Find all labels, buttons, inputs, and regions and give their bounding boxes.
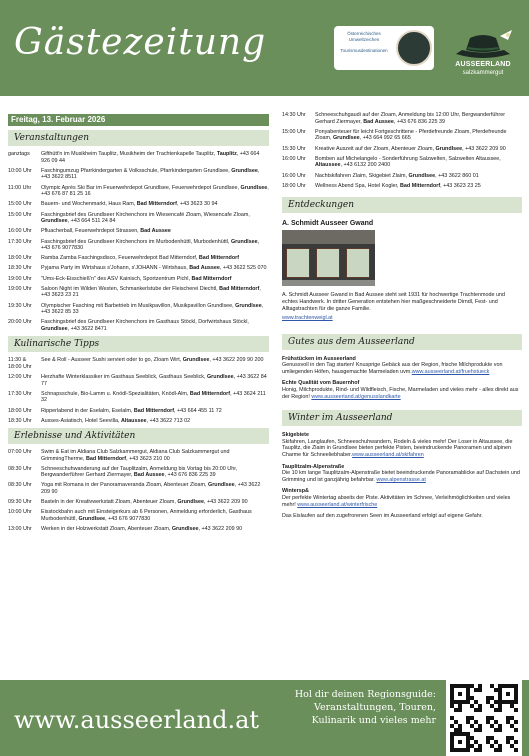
event-time: 18:00 Uhr [8, 407, 32, 414]
event-text: Yoga mit Romana in der Panoramaveranda Zloam, Abenteuer Zloam, [41, 482, 209, 489]
event-location: Grundlsee [206, 373, 234, 380]
event-time: 18:30 Uhr [8, 265, 32, 272]
info-paragraph [282, 513, 522, 520]
event-text: Kreative Auszeit auf der Zloam, Abenteuer Zloam, [315, 145, 436, 152]
event-description [41, 151, 269, 164]
event-text: Saloon Night im Wilden Westen, Schmankerlstube der Fleischerei Diechtl, [41, 285, 220, 292]
event-description [315, 156, 522, 169]
discovery-heading: A. Schmidt Ausseer Gwand [282, 220, 374, 228]
event-row [282, 183, 522, 190]
event-text: Schnapsschule, Bio-Lamm u. Knödl-Spezialitäten, Knödl-Alm, [41, 390, 190, 397]
event-contact: , +43 3623 23 25 [440, 182, 481, 189]
event-description [315, 129, 522, 142]
event-time: 11:00 Uhr [8, 184, 32, 191]
event-location: Altaussee [315, 162, 341, 169]
event-text: Schneeschuhgaudi auf der Zloam, Anmeldung bis 12:00 Uhr, Bergwanderführer Gerhard Ziermayer, [315, 112, 505, 125]
event-row [8, 357, 269, 370]
event-row [282, 129, 522, 142]
info-heading: Wintersp& [282, 488, 309, 495]
info-text: Genussvoll in den Tag starten! Knusprige Gebäck aus der Region, frische Milchprodukte von umliegenden Höfen, hausgemachte Marmeladen uvm. [282, 362, 503, 375]
info-link[interactable]: www.ausseerland.at/genusslandkarte [311, 393, 401, 400]
event-contact: , +43 676 836 225 39 [393, 118, 446, 125]
right-column [282, 112, 522, 525]
event-contact: , +43 3622 85 33 [41, 302, 264, 316]
event-location: Bad Aussee [363, 118, 394, 125]
event-location: Grundlsee [208, 482, 235, 489]
event-text: Herzhafte Winterklassiker im Gasthaus Seeblick, Gasthaus Seeblick, [41, 373, 207, 380]
event-row [282, 156, 522, 169]
event-description [41, 509, 269, 522]
event-row [8, 168, 269, 181]
event-text: Gifthütt'n im Musikheim Tauplitz, Musikheim der Trachtenkapelle Tauplitz, [41, 151, 217, 157]
event-time: 08:30 Uhr [8, 465, 32, 472]
culinary-list [8, 357, 269, 424]
event-time: 16:00 Uhr [282, 172, 306, 179]
info-paragraph [282, 464, 522, 484]
event-description [41, 255, 269, 262]
discovery-text: A. Schmidt Ausseer Gwand in Bad Aussee steht seit 1931 für hochwertige Trachtenmode und echtes Handwerk. In dritter Generation entstehen hier maßgeschneiderte Dirndl, Fest- und Alltagstrachten für die ganze Familie. [282, 292, 505, 312]
event-description [41, 201, 269, 208]
event-row [8, 228, 269, 235]
event-row [8, 374, 269, 387]
event-description [41, 499, 269, 506]
event-contact: , +43 664 992 65 665 [359, 135, 411, 142]
event-location: Grundlsee [41, 326, 68, 332]
event-description [41, 212, 269, 225]
eco-label-badge [334, 26, 434, 70]
event-location: Altaussee [121, 417, 147, 424]
event-location: Tauplitz [216, 151, 237, 157]
event-contact: , +43 664 511 24 84 [67, 218, 116, 225]
event-description [41, 526, 269, 533]
event-time: 17:30 Uhr [8, 238, 32, 245]
event-contact: , +43 3622 860 01 [435, 172, 479, 179]
event-location: Grundlsee [408, 172, 436, 179]
event-description [315, 173, 522, 180]
info-link[interactable]: www.ausseerland.at/fruehstueck [411, 368, 490, 375]
event-contact: , +43 6132 200 2400 [340, 162, 391, 169]
date-heading: Freitag, 13. Februar 2026 [8, 114, 269, 126]
event-text: Ponyabenteuer für leicht Fortgeschrittene - Pferdefreunde Zloam, Pferdefreunde Zloam, [315, 128, 507, 142]
section-title-culinary: Kulinarische Tipps [8, 336, 269, 352]
event-row [8, 408, 269, 415]
event-row [8, 319, 269, 332]
section-title-goods: Gutes aus dem Ausseerland [282, 334, 522, 350]
event-time: 14:30 Uhr [282, 112, 306, 118]
event-contact: , +43 3622 525 070 [219, 265, 267, 272]
event-time: 18:00 Uhr [8, 255, 32, 262]
event-row [8, 418, 269, 425]
event-description [41, 408, 269, 415]
event-description [41, 449, 269, 462]
event-row [8, 276, 269, 283]
info-text: Die 10 km lange Tauplitzalm-Alpenstraße bietet beeindruckende Panoramablicke auf Dachstein und Grimming und ist ganzjährig befahrbar. [282, 470, 520, 483]
event-text: Basteln in der Kreativwerkstatt Zloam, Abenteuer Zloam, [41, 499, 178, 506]
info-link[interactable]: www.ausseerland.at/skifahren [352, 452, 424, 459]
event-contact: , +43 3622 209 90 200 [209, 357, 264, 364]
section-title-events: Veranstaltungen [8, 130, 269, 146]
info-heading: Skigebiete [282, 432, 309, 439]
event-row [8, 286, 269, 299]
activities-list [8, 449, 269, 533]
info-text: Skifahren, Langlaufen, Schneeschuhwandern, Rodeln & vieles mehr! Der Loser in Altaussee, die Tauplitz, die Zlaim in Grundlsee bieten perfekte Pisten, beeindruckende Panoramen und alpinen Charme für Schneeliebhaber. [282, 438, 513, 459]
event-contact: , +43 3622 209 90 [41, 482, 261, 496]
shop-photo [282, 230, 375, 286]
footer-website-link[interactable]: www.ausseerland.at [14, 706, 260, 734]
event-contact: , +43 3622 209 90 [462, 145, 506, 152]
event-description [41, 303, 269, 316]
event-text: Faschingsbrief des Grundlseer Kirchenchors im Wiesencafé Zloam, Wiesencafe Zloam, [41, 211, 250, 218]
event-location: Grundlsee [435, 145, 463, 152]
footer-guide-text: Hol dir deinen Regionsguide: Veranstaltungen, Touren, Kulinarik und vieles mehr [294, 689, 436, 726]
event-time: 11:30 & 18:00 Uhr [8, 357, 32, 370]
event-time: 16:00 Uhr [282, 155, 306, 162]
event-description [41, 418, 269, 425]
event-text: Pyjama Party im Wirtshaus s'Johann, s'JOHANN - Wirtshaus, [41, 265, 190, 272]
event-time: 19:00 Uhr [8, 285, 32, 292]
event-contact: , +43 3623 23 21 [41, 285, 261, 299]
event-row [8, 391, 269, 404]
event-contact: , +43 3622 209 90 [198, 526, 243, 533]
event-location: Bad Mitterndorf [189, 390, 231, 397]
info-heading: Frühstücken im Ausseerland [282, 355, 356, 362]
info-text: Das Eislaufen auf den zugefrorenen Seen im Ausseerland erfolgt auf eigene Gefahr. [282, 513, 483, 520]
event-text: Ripperlabend in der Eselalm, Eselalm, [41, 407, 134, 414]
info-link[interactable]: www.ausseerland.at/winterfrische [297, 501, 378, 508]
event-row [8, 185, 269, 198]
event-time: 20:00 Uhr [8, 319, 32, 326]
event-row [8, 509, 269, 522]
event-location: Grundlsee [182, 357, 210, 364]
event-text: Wellness Abend Spa, Hotel Kogler, [315, 182, 401, 189]
discovery-feature [282, 219, 522, 321]
qr-code-icon[interactable] [446, 680, 522, 756]
event-row [8, 151, 269, 164]
event-time: 17:30 Uhr [8, 390, 32, 397]
event-description [41, 391, 269, 404]
section-title-winter: Winter im Ausseerland [282, 410, 522, 426]
event-row [8, 482, 269, 495]
event-time: 13:00 Uhr [8, 526, 32, 533]
event-text: Schneeschuhwanderung auf der Tauplitzalm, Anmeldung bis Vortag bis 20:00 Uhr, Bergwanderführer Gerhard Ziermayer, [41, 465, 238, 479]
event-contact: , +43 3622 8511 [41, 167, 260, 181]
event-row [8, 265, 269, 272]
event-text: Werken in der Holzwerkstatt Zloam, Abenteuer Zloam, [41, 526, 172, 533]
event-text: Bauern- und Wochenmarkt, Haus Ram, [41, 201, 137, 208]
event-text: Swim & Eat im Aldiana Club Salzkammergut, Aldiana Club Salzkammergut und GrimmingTherme, [41, 448, 230, 462]
event-description [41, 265, 269, 272]
event-location: Bad Mitterndorf [219, 285, 260, 292]
event-time: 15:30 Uhr [282, 145, 306, 152]
info-paragraph [282, 432, 522, 458]
event-contact: , +43 3623 210 00 [126, 455, 170, 462]
event-location: Bad Aussee [133, 472, 165, 479]
eco-seal-icon [396, 30, 432, 66]
section-title-discoveries: Entdeckungen [282, 197, 522, 213]
event-contact: , +43 676 87 81 25 16 [41, 184, 269, 198]
event-contact: , +43 3624 211 32 [41, 390, 266, 404]
event-location: Grundlsee [177, 499, 204, 506]
event-row [282, 146, 522, 153]
info-paragraph [282, 380, 522, 400]
info-text: Der perfekte Wintertag abseits der Piste. Aktivitäten im Schnee, Verleihmöglichkeiten und vieles mehr! [282, 495, 511, 508]
event-row [8, 201, 269, 208]
event-location: Bad Aussee [189, 265, 220, 272]
page-title: Gästezeitung [14, 22, 267, 63]
event-row [8, 255, 269, 262]
event-location: Grundlsee [240, 184, 268, 191]
event-text: Ramba Zamba Faschingsdisco, Feuerwehrdepot Bad Mitterndorf, [41, 255, 199, 262]
event-contact: , +43 3622 209 90 [204, 499, 248, 506]
event-description [41, 239, 269, 252]
event-contact: , +43 676 836 225 39 [164, 472, 216, 479]
event-location: Grundlsee [231, 167, 258, 174]
event-location: Bad Mitterndorf [400, 182, 441, 189]
event-location: Bad Mitterndorf [198, 255, 240, 262]
event-time: 15:00 Uhr [282, 128, 306, 135]
hat-icon [442, 28, 524, 62]
event-text: See & Roll - Ausseer Sushi serviert oder to go, Zloam Wirt, [41, 357, 183, 364]
event-contact: , +43 664 455 11 72 [174, 407, 222, 414]
event-text: "Ums-Eck-Eisschieß'n" des ASV Kainisch, Sportzentrum Pichl, [41, 275, 192, 282]
discovery-link[interactable]: www.trachtenweigl.at [282, 315, 333, 322]
event-description [41, 185, 269, 198]
event-description [41, 482, 269, 495]
info-text: Honig, Milchprodukte, Rind- und Wildfleisch, Fische, Marmeladen und vieles mehr - alles direkt aus der Region! [282, 387, 519, 400]
event-row [282, 112, 522, 125]
event-time: ganztags [8, 151, 30, 157]
event-time: 10:00 Uhr [8, 167, 32, 174]
event-location: Bad Mitterndorf [133, 407, 175, 414]
event-description [41, 168, 269, 181]
event-row [8, 466, 269, 479]
activities-continued-list [282, 112, 522, 189]
event-description [41, 374, 269, 387]
event-text: Nachtskifahren Zlaim, Skigebiet Zlaim, [315, 172, 409, 179]
event-text: Pfluacherball, Feuerwehrdepot Strassen, [41, 228, 141, 235]
info-paragraph [282, 356, 522, 376]
info-heading: Echte Qualität vom Bauernhof [282, 380, 360, 387]
event-description [41, 286, 269, 299]
left-column [8, 114, 269, 536]
eco-label-text: Österreichisches Umweltzeichen Tourismusdestinationen [340, 31, 388, 53]
event-location: Grundlsee [235, 302, 262, 309]
event-text: Faschingsbrief des Grundlseer Kirchenchors im Murbodenhüttl, Murbodenhüttl, [41, 238, 231, 245]
event-description [41, 466, 269, 479]
event-contact: , +43 676 9077830 [41, 238, 260, 252]
section-title-activities: Erlebnisse und Aktivitäten [8, 428, 269, 444]
event-text: Eisstockbahn auch mit Einsteigerkurs ab 6 Personen, Anmeldung erforderlich, Gasthaus Murbodenhüttl, [41, 509, 252, 523]
event-location: Grundlsee [332, 135, 360, 142]
event-text: Bomben auf Michelangelo - Sonderführung Salzwelten, Salzwelten Altaussee, [315, 155, 501, 162]
event-time: 12:00 Uhr [8, 373, 32, 380]
event-description [41, 228, 269, 235]
event-text: Olympischer Fasching mit Barbetrieb im Musikpavillon, Musikpavillon Grundlsee, [41, 302, 236, 309]
event-contact: , +43 3622 84 77 [41, 373, 267, 387]
event-time: 15:00 Uhr [8, 211, 32, 218]
event-row [8, 239, 269, 252]
event-description [315, 183, 522, 190]
event-location: Grundlsee [230, 238, 258, 245]
event-location: Bad Mitterndorf [191, 275, 232, 282]
event-contact: , +43 3623 30 94 [176, 201, 218, 208]
events-list [8, 151, 269, 333]
event-time: 18:00 Uhr [282, 182, 306, 189]
event-time: 16:00 Uhr [8, 228, 32, 235]
event-location: Bad Aussee [140, 228, 171, 235]
event-time: 18:30 Uhr [8, 417, 32, 424]
event-description [41, 357, 269, 370]
event-text: Olympic Après Ski Bar im Feuerwehrdepot Grundlsee, Feuerwehrdepot Grundlsee, [41, 184, 241, 191]
event-contact: , +43 676 9077830 [105, 516, 151, 523]
event-time: 15:00 Uhr [8, 201, 32, 208]
event-description [41, 319, 269, 332]
event-time: 19:30 Uhr [8, 302, 32, 309]
event-description [41, 276, 269, 283]
brand-logo: AUSSEERLAND salzkammergut [442, 28, 524, 78]
info-paragraph [282, 488, 522, 508]
info-link[interactable]: www.alpenstrasse.at [376, 476, 426, 483]
event-row [282, 173, 522, 180]
event-description [315, 112, 522, 125]
info-heading: Tauplitzalm-Alpenstraße [282, 463, 345, 470]
event-location: Bad Mitterndorf [136, 201, 177, 208]
event-text: Faschingumzug Pfarrkindergarten & Volksschule, Pfarrkindergarten Grundlsee, [41, 167, 232, 174]
event-time: 07:00 Uhr [8, 448, 32, 455]
goods-list [282, 356, 522, 401]
event-row [8, 212, 269, 225]
event-contact: , +43 3622 713 02 [146, 417, 191, 424]
event-contact: , +43 3622 8471 [67, 326, 107, 332]
event-time: 08:30 Uhr [8, 482, 32, 489]
event-time: 10:00 Uhr [8, 509, 32, 516]
event-location: Grundlsee [78, 516, 106, 523]
event-time: 09:30 Uhr [8, 499, 32, 506]
event-row [8, 303, 269, 316]
event-row [8, 449, 269, 462]
event-description [315, 146, 522, 153]
event-contact: , +43 664 926 09 44 [41, 151, 260, 164]
event-text: Ausses-Asiatisch, Hotel Seevilla, [41, 417, 121, 424]
event-time: 19:00 Uhr [8, 275, 32, 282]
winter-list [282, 432, 522, 520]
event-text: Faschingsbrief des Grundlseer Kirchenchors im Gasthaus Stöckl, Dorfwirtshaus Stöckl, [41, 319, 249, 326]
event-location: Grundlsee [41, 218, 68, 225]
event-row [8, 499, 269, 506]
event-location: Bad Mitterndorf [85, 455, 127, 462]
event-location: Grundlsee [171, 526, 199, 533]
event-row [8, 526, 269, 533]
